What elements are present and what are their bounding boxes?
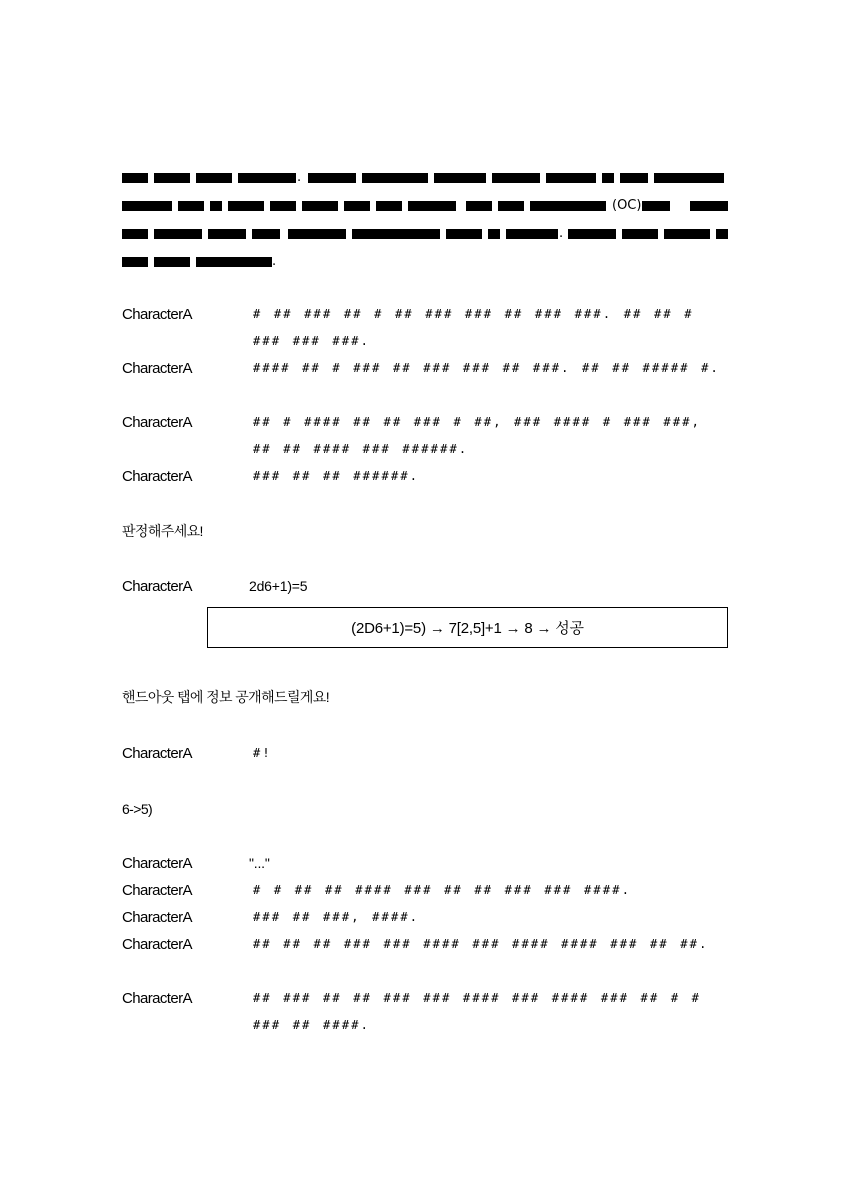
redaction-bar: [344, 201, 370, 211]
redaction-bar: [208, 229, 246, 239]
redaction-bar: [154, 257, 190, 267]
redaction-bar: [654, 173, 724, 183]
redaction-bar: [154, 173, 190, 183]
redaction-bar: [196, 173, 232, 183]
redaction-bar: [376, 201, 402, 211]
speech-text: ## ### ## ## ### ### #### ### #### ### ## # # ### ## ####.: [253, 991, 702, 1032]
intro-text-fragment: .: [272, 254, 277, 269]
redaction-bar: [178, 201, 204, 211]
speaker-name: CharacterA: [122, 414, 192, 431]
speech-text: # ## ### ## # ## ### ### ## ### ###. ## ## # ### ### ###.: [253, 307, 694, 348]
speech-text: # # ## ## #### ### ## ## ### ### ####.: [253, 883, 632, 897]
redaction-bar: [228, 201, 264, 211]
speech-text: "...": [249, 855, 270, 871]
redaction-bar: [664, 229, 710, 239]
redacted-line: [122, 224, 728, 252]
redacted-line: [122, 168, 728, 196]
speaker-name: CharacterA: [122, 909, 192, 926]
redacted-line: [122, 252, 728, 280]
redaction-bar: [122, 229, 148, 239]
redaction-bar: [466, 201, 492, 211]
speech-text: #!: [253, 746, 272, 760]
redacted-line: [122, 196, 728, 224]
judge-prompt: 판정해주세요!: [122, 523, 203, 539]
redaction-bar: [122, 201, 172, 211]
speaker-name: CharacterA: [122, 360, 192, 377]
redaction-bar: [408, 201, 456, 211]
redaction-bar: [122, 173, 148, 183]
speaker-name: CharacterA: [122, 578, 192, 595]
redaction-bar: [530, 201, 606, 211]
redaction-bar: [690, 201, 728, 211]
redaction-bar: [302, 201, 338, 211]
dice-roll-result-box: [207, 607, 728, 648]
redaction-bar: [362, 173, 428, 183]
redaction-bar: [568, 229, 616, 239]
redaction-bar: [196, 257, 272, 267]
speech-text: ### ## ###, ####.: [253, 910, 420, 924]
dice-roll-result: (2D6+1)=5) → 7[2,5]+1 → 8 → 성공: [351, 620, 584, 637]
intro-text-fragment: .: [559, 226, 564, 241]
speech-text: ## ## ## ### ### #### ### #### #### ### ## ##.: [253, 937, 709, 951]
redaction-bar: [622, 229, 658, 239]
speech-text: ### ## ## ######.: [253, 469, 420, 483]
redaction-bar: [210, 201, 222, 211]
redaction-bar: [238, 173, 296, 183]
redaction-bar: [498, 201, 524, 211]
redaction-bar: [602, 173, 614, 183]
redaction-bar: [252, 229, 280, 239]
roll-formula: 2d6+1)=5: [249, 578, 308, 594]
redaction-bar: [446, 229, 482, 239]
redaction-bar: [546, 173, 596, 183]
speaker-name: CharacterA: [122, 468, 192, 485]
redaction-bar: [716, 229, 728, 239]
redaction-bar: [620, 173, 648, 183]
redaction-bar: [642, 201, 670, 211]
redaction-bar: [154, 229, 202, 239]
redaction-bar: [270, 201, 296, 211]
score-change: 6->5): [122, 801, 153, 817]
speaker-name: CharacterA: [122, 882, 192, 899]
handout-note: 핸드아웃 탭에 정보 공개해드릴게요!: [122, 689, 330, 705]
speaker-name: CharacterA: [122, 855, 192, 872]
redacted-intro-paragraph: [122, 168, 728, 280]
redaction-bar: [434, 173, 486, 183]
speaker-name: CharacterA: [122, 745, 192, 762]
redaction-bar: [308, 173, 356, 183]
speech-text: ## # #### ## ## ### # ##, ### #### # ### ###, ## ## #### ### ######.: [253, 415, 702, 456]
redaction-bar: [506, 229, 558, 239]
redaction-bar: [352, 229, 440, 239]
redaction-bar: [288, 229, 346, 239]
redaction-bar: [122, 257, 148, 267]
redaction-bar: [492, 173, 540, 183]
speech-text: #### ## # ### ## ### ### ## ###. ## ## ##### #.: [253, 361, 720, 375]
redaction-bar: [488, 229, 500, 239]
intro-text-fragment: (OC): [612, 198, 642, 213]
speaker-name: CharacterA: [122, 306, 192, 323]
speaker-name: CharacterA: [122, 990, 192, 1007]
intro-text-fragment: .: [297, 170, 302, 185]
speaker-name: CharacterA: [122, 936, 192, 953]
